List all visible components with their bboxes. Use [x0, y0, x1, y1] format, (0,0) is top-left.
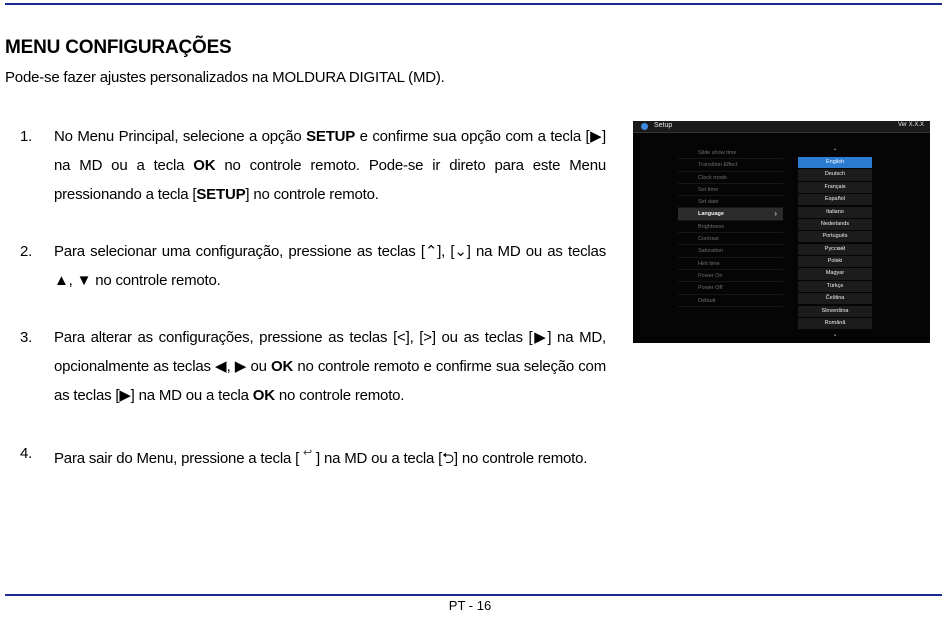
- language-list: [798, 157, 872, 329]
- language-option: Polski: [798, 256, 872, 267]
- page-subtitle: Pode-se fazer ajustes personalizados na MOLDURA DIGITAL (MD).: [5, 69, 445, 86]
- setup-title: Setup: [654, 122, 673, 129]
- bottom-rule: [5, 594, 942, 596]
- top-rule: [5, 3, 942, 5]
- step-number: 1.: [20, 128, 33, 145]
- step-2: [20, 237, 606, 295]
- step-number: 3.: [20, 329, 33, 346]
- setup-menu-item: Set time: [678, 184, 783, 196]
- step-3: [20, 323, 606, 410]
- language-option: Magyar: [798, 268, 872, 279]
- language-option: Deutsch: [798, 169, 872, 180]
- setup-menu-item: Default: [678, 295, 783, 307]
- setup-menu-item: Contrast: [678, 233, 783, 245]
- setup-menu-item: Set date: [678, 196, 783, 208]
- setup-menu-item: Transition Effect: [678, 159, 783, 171]
- setup-menu-list: [678, 147, 783, 307]
- setup-header-bar: [633, 121, 930, 133]
- step-text: Para alterar as configurações, pressione as teclas [<], [>] ou as teclas [▶] na MD, opcionalmente as teclas ◀, ▶ ou OK no controle remoto e confirme sua seleção com as teclas [▶] na MD ou a tecla OK no controle remoto.: [54, 329, 606, 404]
- scroll-down-icon: ⌄: [832, 332, 838, 339]
- setup-menu-item: Power On: [678, 270, 783, 282]
- language-option: Türkçe: [798, 281, 872, 292]
- setup-menu-item: Brightness: [678, 221, 783, 233]
- language-option: Français: [798, 182, 872, 193]
- step-number: 2.: [20, 243, 33, 260]
- setup-screen-image: [633, 121, 930, 343]
- step-number: 4.: [20, 445, 33, 462]
- setup-menu-item: Hint time: [678, 258, 783, 270]
- step-text: Para selecionar uma configuração, pressione as teclas [⌃], [⌄] na MD ou as teclas ▲, ▼ no controle remoto.: [54, 243, 606, 289]
- setup-menu-item: Language ›: [678, 208, 783, 220]
- language-option: Русский: [798, 244, 872, 255]
- setup-menu-item: Slide show time: [678, 147, 783, 159]
- setup-menu-item: Power Off: [678, 282, 783, 294]
- setup-version: Ver X.X.X: [897, 122, 924, 128]
- language-options: [798, 147, 872, 340]
- step-4: [20, 439, 606, 473]
- step-1: [20, 122, 606, 209]
- language-option: Slovenšina: [798, 306, 872, 317]
- scroll-up-icon: ⌃: [832, 149, 838, 155]
- setup-menu-item: Saturation: [678, 245, 783, 257]
- step-text: No Menu Principal, selecione a opção SETUP e confirme sua opção com a tecla [▶] na MD ou a tecla OK no controle remoto. Pode-se ir direto para este Menu pressionando a tecla [SETUP] no controle remoto.: [54, 128, 606, 203]
- setup-menu-item: Clock mode: [678, 172, 783, 184]
- language-option: English: [798, 157, 872, 168]
- language-option: Čeština: [798, 293, 872, 304]
- language-option: Italiano: [798, 207, 872, 218]
- language-option: Română: [798, 318, 872, 329]
- return-icon: ↩: [303, 447, 313, 459]
- setup-gear-icon: [641, 123, 648, 130]
- page-number: PT - 16: [448, 598, 492, 613]
- language-option: Nederlands: [798, 219, 872, 230]
- step-text: Para sair do Menu, pressione a tecla [ ↩ ] na MD ou a tecla [⮌] no controle remoto.: [54, 439, 606, 473]
- page-title: MENU CONFIGURAÇÕES: [5, 37, 232, 58]
- language-option: Português: [798, 231, 872, 242]
- language-option: Español: [798, 194, 872, 205]
